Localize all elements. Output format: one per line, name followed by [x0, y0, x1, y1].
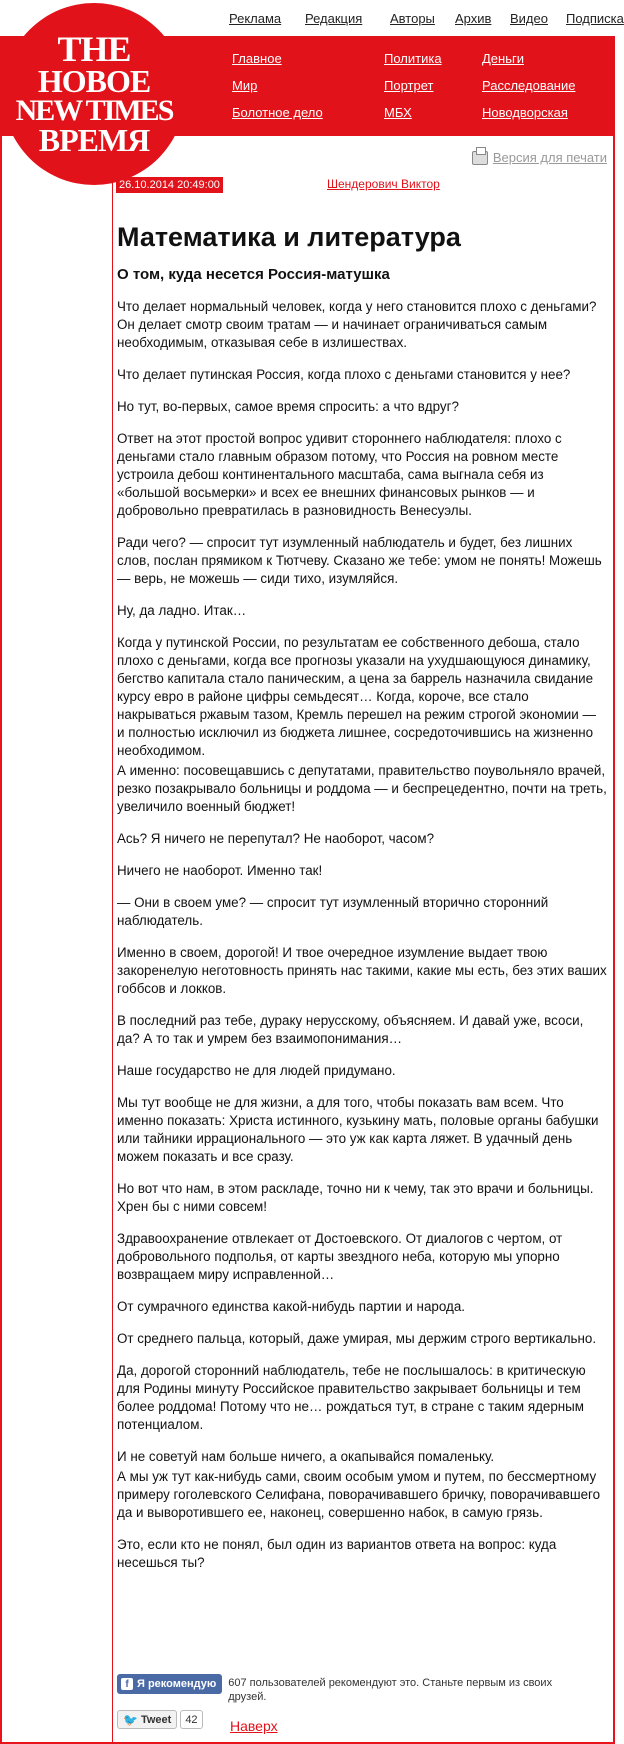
facebook-recommend — [117, 1674, 563, 1704]
paragraph: Ась? Я ничего не перепутал? Не наоборот, часом? — [117, 831, 435, 846]
paragraph: Что делает путинская Россия, когда плохо с деньгами становится у нее? — [117, 367, 571, 382]
paragraph: Ничего не наоборот. Именно так! — [117, 863, 323, 878]
topnav-authors[interactable]: Авторы — [390, 11, 435, 26]
paragraph: Это, если кто не понял, был один из вариантов ответа на вопрос: куда несешься ты? — [117, 1537, 557, 1570]
paragraph: Ради чего? — спросит тут изумленный наблюдатель и будет, без лишних слов, послан прямиком к Тютчеву. Сказано же тебе: умом не понять! Можешь — верь, не можешь — сиди тихо, изумляйся. — [117, 535, 602, 586]
facebook-recommend-label: Я рекомендую — [137, 1678, 217, 1690]
back-to-top-link[interactable]: Наверх — [230, 1718, 278, 1734]
paragraph: Именно в своем, дорогой! И твое очередное изумление выдает твою закоренелую неготовность принять нас такими, какие мы есть, без этих ваших гоббсов и локков. — [117, 945, 607, 996]
paragraph: Когда у путинской России, по результатам ее собственного дебоша, стало плохо с деньгами, когда все прогнозы указали на ухудшающуюся динамику, бегство капитала стало паническим, а цена за баррель назначила свидание курсу евро в районе цифры семьдесят… Когда, короче, все стало накрываться ржавым тазом, Кремль перешел на режим строгой экономии — и полностью исключил из бюджета лишнее, сосредоточившись на жизненно необходимом. — [117, 635, 596, 758]
facebook-icon: f — [121, 1678, 133, 1690]
section-portrait[interactable]: Портрет — [384, 78, 434, 93]
author-link[interactable]: Шендерович Виктор — [327, 177, 440, 191]
section-mbh[interactable]: МБХ — [384, 105, 412, 120]
paragraph: Да, дорогой сторонний наблюдатель, тебе не послышалось: в критическую для Родины минуту Российское правительство закрывает больницы и тем более роддома! Потому что не… рождаться тут, в стране с таким ядерным потенциалом. — [117, 1363, 586, 1432]
publish-date: 26.10.2014 20:49:00 — [116, 177, 223, 193]
paragraph: Ответ на этот простой вопрос удивит стороннего наблюдателя: плохо с деньгами стало главным образом потому, что Россия на ровном месте устроила дебош континентального масштаба, сама выгнала себя из «большой восьмерки» и всех ее внешних финансовых рынков — и добровольно превратилась в разновидность Венесуэлы. — [117, 431, 562, 518]
topnav-ads[interactable]: Реклама — [229, 11, 282, 26]
article-title: Математика и литература — [117, 222, 461, 252]
facebook-recommend-count: 607 пользователей рекомендуют это. Станьте первым из своих друзей. — [228, 1677, 553, 1703]
paragraph: Ну, да ладно. Итак… — [117, 603, 247, 618]
content-divider — [112, 178, 113, 1744]
twitter-share — [117, 1710, 203, 1729]
paragraph: А именно: посовещавшись с депутатами, правительство поувольняло врачей, резко позакрывало больницы и роддома — и беспрецедентно, почти на треть, увеличило военный бюджет! — [117, 763, 607, 814]
facebook-recommend-button[interactable] — [117, 1674, 222, 1694]
topnav-editorial[interactable]: Редакция — [305, 11, 363, 26]
print-version-link[interactable]: Версия для печати — [492, 150, 607, 165]
tweet-label: Tweet — [140, 1713, 172, 1726]
topnav-archive[interactable]: Архив — [455, 11, 492, 26]
paragraph: Мы тут вообще не для жизни, а для того, чтобы показать вам всем. Что именно показать: Христа истинного, кузькину мать, половые органы бабушки или тайники иррационального — это уж как карта ляжет. В удачный день можем показать и все сразу. — [117, 1095, 599, 1164]
twitter-bird-icon: 🐦 — [123, 1712, 138, 1727]
tweet-button[interactable] — [117, 1710, 177, 1729]
section-money[interactable]: Деньги — [482, 51, 524, 66]
section-world[interactable]: Мир — [232, 78, 258, 93]
site-logo[interactable] — [3, 3, 185, 185]
paragraph: — Они в своем уме? — спросит тут изумленный вторично сторонний наблюдатель. — [117, 895, 549, 928]
logo-line-4: ВРЕМЯ — [38, 122, 150, 159]
paragraph: И не советуй нам больше ничего, а окапывайся помаленьку. — [117, 1449, 495, 1464]
article-body — [117, 298, 607, 1586]
section-investigation[interactable]: Расследование — [482, 78, 576, 93]
logo-line-1: THE — [57, 29, 131, 70]
topnav-subscription[interactable]: Подписка — [566, 11, 624, 26]
paragraph: От сумрачного единства какой-нибудь партии и народа. — [117, 1299, 465, 1314]
section-politics[interactable]: Политика — [384, 51, 442, 66]
printer-icon[interactable] — [472, 151, 488, 165]
section-novodvorskaya[interactable]: Новодворская — [482, 105, 568, 120]
print-version — [472, 150, 607, 165]
logo-line-3: NEW TIMES — [15, 93, 173, 127]
paragraph: А мы уж тут как-нибудь сами, своим особым умом и путем, по бессмертному примеру гоголевского Селифана, поворачивавшего бричку, поворачивавшего да и выворотившего ее, наконец, совершенно набок, в самую грязь. — [117, 1469, 601, 1520]
paragraph: В последний раз тебе, дураку нерусскому, объясняем. И давай уже, всоси, да? А то так и умрем без взаимопонимания… — [117, 1013, 584, 1046]
article-subtitle: О том, куда несется Россия-матушка — [117, 266, 390, 283]
logo-line-2: НОВОЕ — [37, 63, 151, 100]
section-bolotnoe[interactable]: Болотное дело — [232, 105, 323, 120]
paragraph: Что делает нормальный человек, когда у него становится плохо с деньгами? Он делает смотр своим тратам — и начинает ограничиваться самым необходимым, отказывая себе в излишествах. — [117, 299, 597, 350]
tweet-count: 42 — [180, 1710, 202, 1729]
section-main[interactable]: Главное — [232, 51, 282, 66]
paragraph: От среднего пальца, который, даже умирая, мы держим строго вертикально. — [117, 1331, 597, 1346]
paragraph: Но вот что нам, в этом раскладе, точно ни к чему, так это врачи и больницы. Хрен бы с ними совсем! — [117, 1181, 594, 1214]
topnav-video[interactable]: Видео — [510, 11, 548, 26]
paragraph: Наше государство не для людей придумано. — [117, 1063, 396, 1078]
paragraph: Здравоохранение отвлекает от Достоевского. От диалогов с чертом, от добровольного подполья, от карты звездного неба, которую мы упорно возвращаем миру исправленной… — [117, 1231, 563, 1282]
paragraph: Но тут, во-первых, самое время спросить: а что вдруг? — [117, 399, 459, 414]
